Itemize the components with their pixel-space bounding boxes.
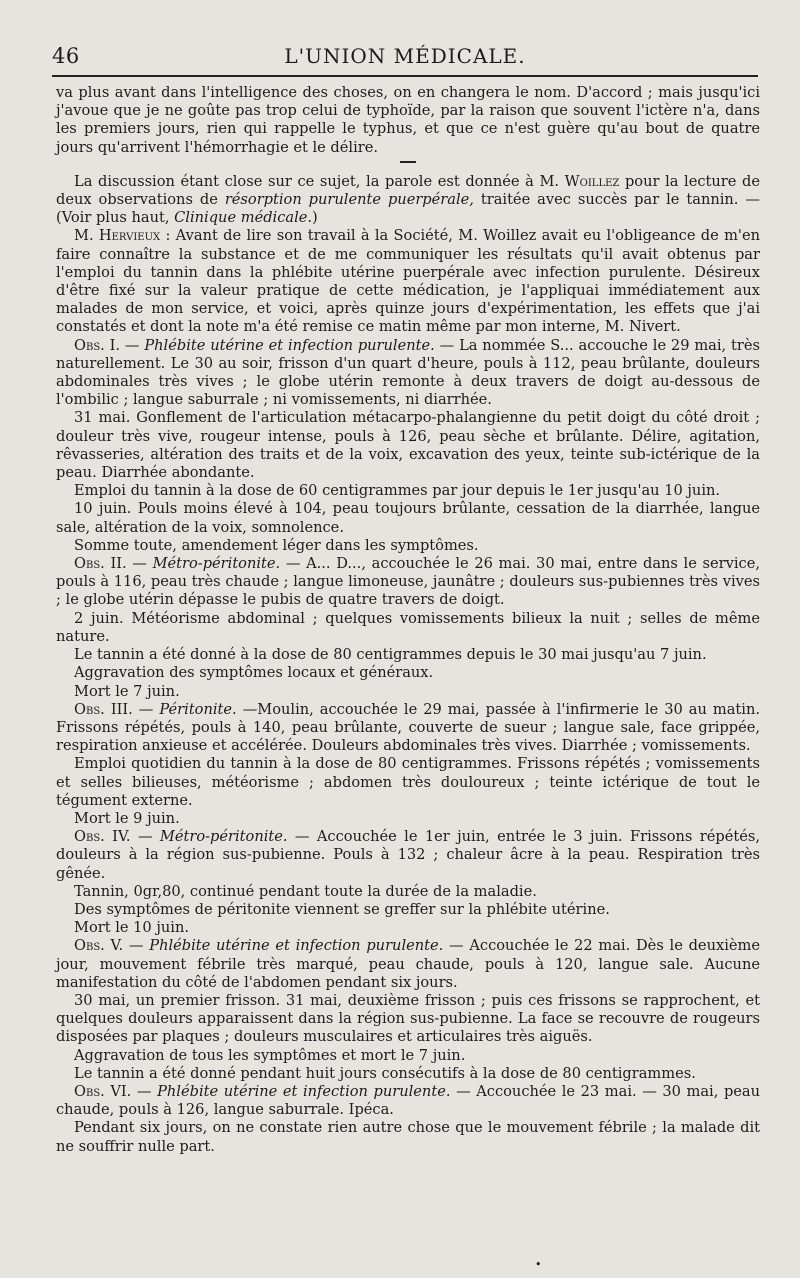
article-body [56,84,760,1156]
observation-paragraph: Le tannin a été donné à la dose de 80 centigrammes depuis le 30 mai jusqu'au 7 juin. [74,646,707,664]
page-header [52,44,758,74]
observation-paragraph: Pendant six jours, on ne constate rien autre chose que le mouvement fébrile ; la malade dit ne souffrir nulle part. [56,1119,760,1155]
observation-label: Obs. V. [74,937,124,955]
observation-paragraph: 10 juin. Pouls moins élevé à 104, peau toujours brûlante, cessation de la diarrhée, langue sale, altération de la voix, somnolence. [56,500,760,536]
observation-heading: Obs. III. — Péritonite. —Moulin, accouchée le 29 mai, passée à l'infirmerie le 30 au matin. Frissons répétés, pouls à 140, peau brûlante, couverte de sueur ; langue sale, face grippée, respiration anxieuse et accélérée. Douleurs abdominales très vives. Diarrhée ; vomissements. [56,700,761,755]
running-title: L'UNION MÉDICALE. [284,44,526,68]
observation-paragraph: Emploi quotidien du tannin à la dose de 80 centigrammes. Frissons répétés ; vomissements et selles bilieuses, météorisme ; abdomen très douloureux ; teinte ictérique de tout le tégument externe. [56,755,760,809]
intro-paragraph: va plus avant dans l'intelligence des choses, on en changera le nom. D'accord ; mais jusqu'ici j'avoue que je ne goûte pas trop celui de typhoïde, par la raison que souvent l'ictère n'a, dans les premiers jours, rien qui rappelle le typhus, et que ce n'est guère qu'au bout de quatre jours qu'arrivent l'hémorrhagie et le délire. [56,84,760,156]
observation-title: Phlébite utérine et infection purulente. [149,937,444,955]
observation-title: Péritonite. [159,700,237,718]
section-separator [400,161,416,163]
observation-heading: Obs. II. — Métro-péritonite. — A... D..., accouchée le 26 mai. 30 mai, entre dans le service, pouls à 116, peau très chaude ; langue limoneuse, jaunâtre ; douleurs sus-pubiennes très vives ; le globe utérin dépasse le pubis de quatre travers de doigt. [56,555,760,609]
observation-label: Obs. VI. [74,1082,132,1100]
observation-title: Phlébite utérine et infection purulente. [144,336,435,354]
observation-title: Métro-péritonite. [159,828,288,846]
observation-paragraph: Emploi du tannin à la dose de 60 centigrammes par jour depuis le 1er jusqu'au 10 juin. [74,482,721,500]
observation-title: Métro-péritonite. [152,555,281,573]
reference-text: Clinique médicale. [174,209,313,227]
page-number: 46 [52,44,80,68]
observation-paragraph: Aggravation de tous les symptômes et mort le 7 juin. [74,1046,466,1064]
discussion-paragraph: La discussion étant close sur ce sujet, la parole est donnée à M. Woillez pour la lecture de deux observations de résorption purulente puerpérale, traitée avec succès par le tannin. — (Voir plus haut, Clinique médicale.) [56,172,760,227]
observation-title: Phlébite utérine et infection purulente. [157,1082,451,1100]
observation-heading: Obs. I. — Phlébite utérine et infection purulente. — La nommée S... accouche le 29 mai, très naturellement. Le 30 au soir, frisson d'un quart d'heure, pouls à 112, peau brûlante, douleurs abdominales très vives ; le globe utérin remonte à deux travers de doigt au-dessous de l'ombilic ; langue saburrale ; ni vomissements, ni diarrhée. [56,336,760,409]
observation-paragraph: Somme toute, amendement léger dans les symptômes. [74,536,479,554]
observation-paragraph: Mort le 10 juin. [74,919,189,937]
hervieux-paragraph: M. Hervieux : Avant de lire son travail à la Société, M. Woillez avait eu l'obligeance de m'en faire connaître la substance et de me communiquer les résultats qu'il avait obtenus par l'emploi du tannin dans la phlébite utérine puerpérale avec infection purulente. Désireux d'être fixé sur la valeur pratique de cette médication, je l'appliquai immédiatement aux malades de mon service, et voici, après quinze jours d'expérimentation, les effets que j'ai constatés et dont la note m'a été remise ce matin même par mon interne, M. Nivert. [56,227,760,336]
observation-heading: Obs. IV. — Métro-péritonite. — Accouchée le 1er juin, entrée le 3 juin. Frissons répétés, douleurs à la région sus-pubienne. Pouls à 132 ; chaleur âcre à la peau. Respiration très gênée. [56,828,760,882]
observation-paragraph: 30 mai, un premier frisson. 31 mai, deuxième frisson ; puis ces frissons se rapprochent, et quelques douleurs apparaissent dans la région sus-pubienne. La face se recouvre de rougeurs disposées par plaques ; douleurs musculaires et articulaires très aiguës. [56,991,760,1046]
observation-label: Obs. IV. [74,828,131,846]
observation-label: Obs. III. [74,700,133,718]
observation-paragraph: Des symptômes de péritonite viennent se greffer sur la phlébite utérine. [74,900,610,918]
observation-paragraph: Mort le 7 juin. [74,682,180,700]
subject-text: résorption purulente puerpérale, [224,191,474,209]
header-rule [52,75,758,77]
observation-paragraph: 2 juin. Météorisme abdominal ; quelques vomissements bilieux la nuit ; selles de même nature. [56,609,760,645]
observation-paragraph: Le tannin a été donné pendant huit jours consécutifs à la dose de 80 centigrammes. [74,1064,696,1082]
speaker-name: M. Hervieux [74,227,161,245]
observation-paragraph: 31 mai. Gonflement de l'articulation métacarpo-phalangienne du petit doigt du côté droit ; douleur très vive, rougeur intense, pouls à 126, peau sèche et brûlante. Délire, agitation, rêvasseries, altération des traits et de la voix, excavation des yeux, teinte sub-ictérique de la peau. Diarrhée abondante. [56,409,760,482]
observation-label: Obs. II. [74,555,127,573]
observation-paragraph: Mort le 9 juin. [74,809,180,827]
observation-label: Obs. I. [74,336,121,354]
speaker-name: Woillez [564,172,620,190]
observation-heading: Obs. VI. — Phlébite utérine et infection purulente. — Accouchée le 23 mai. — 30 mai, peau chaude, pouls à 126, langue saburrale. Ipéca. [56,1082,761,1119]
observation-paragraph: Tannin, 0gr,80, continué pendant toute la durée de la maladie. [74,882,537,900]
observation-heading: Obs. V. — Phlébite utérine et infection purulente. — Accouchée le 22 mai. Dès le deuxième jour, mouvement fébrile très marqué, peau chaude, pouls à 120, langue sale. Aucune manifestation du côté de l'abdomen pendant six jours. [56,937,760,991]
footer-mark: • [535,1258,542,1271]
observation-paragraph: Aggravation des symptômes locaux et généraux. [74,664,434,682]
